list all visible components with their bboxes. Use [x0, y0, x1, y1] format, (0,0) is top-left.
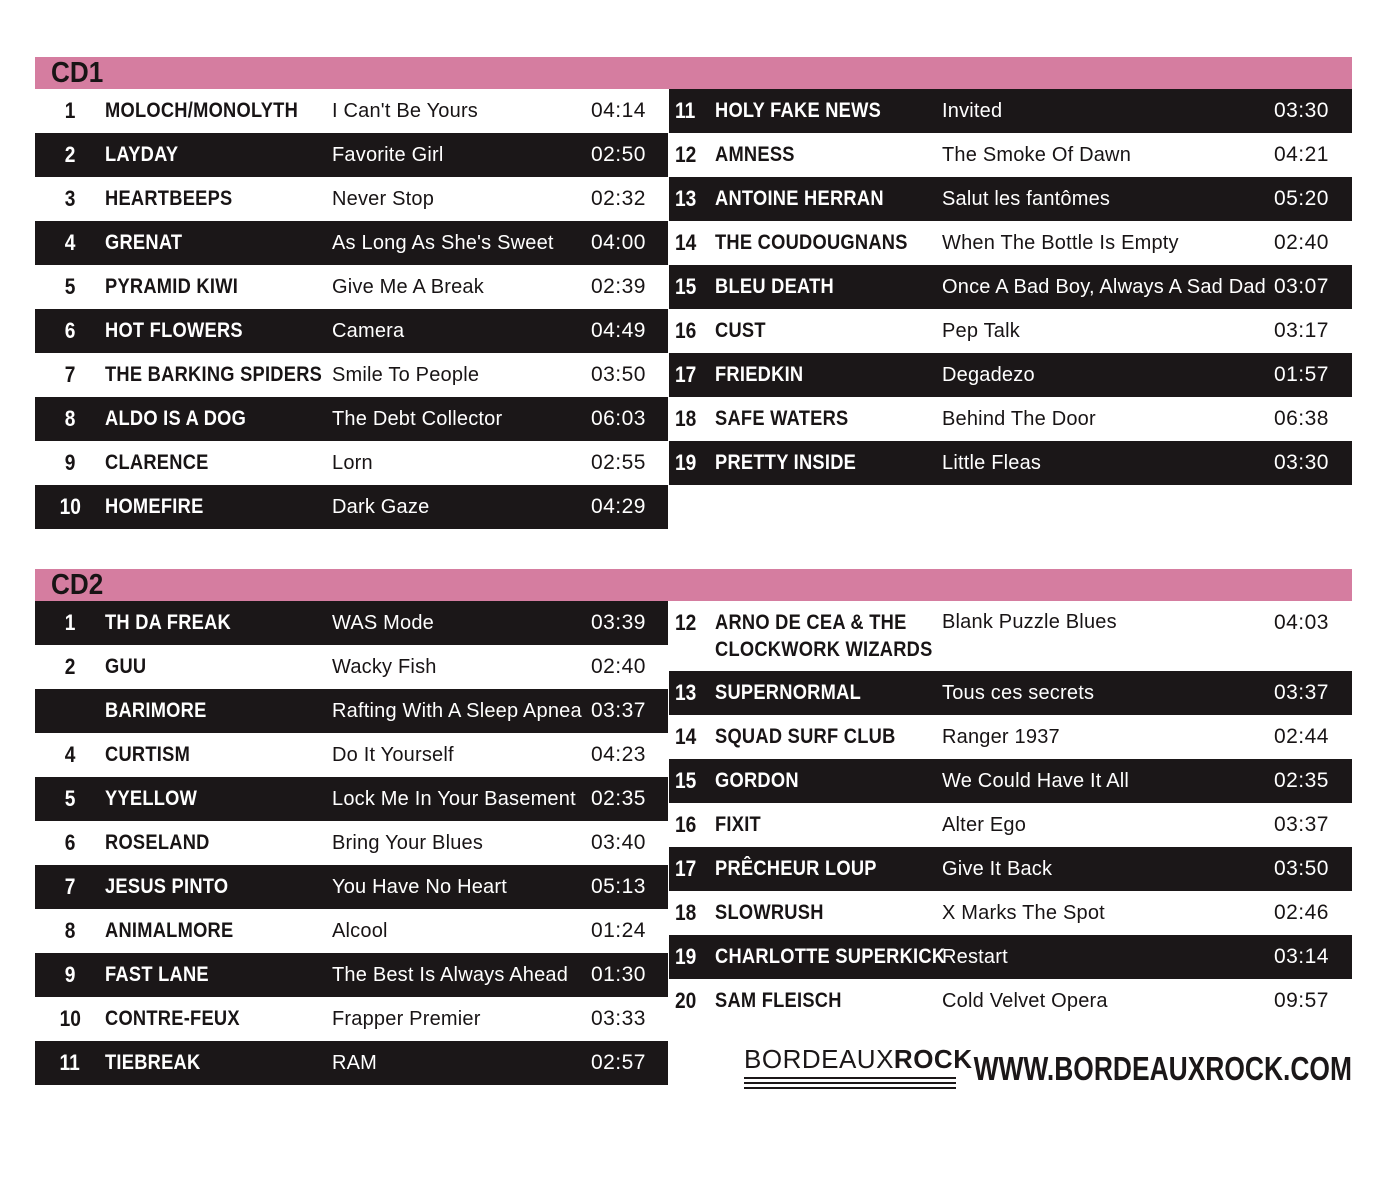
logo-rule — [744, 1082, 956, 1084]
track-duration: 03:30 — [1273, 451, 1329, 474]
track-duration: 04:29 — [590, 495, 646, 518]
track-artist: SQUAD SURF CLUB — [715, 725, 896, 748]
track-duration: 03:14 — [1273, 945, 1329, 968]
track-artist: PRÊCHEUR LOUP — [715, 857, 877, 880]
track-artist: CUST — [715, 319, 766, 342]
track-duration: 02:50 — [590, 143, 646, 166]
track-artist: GUU — [105, 655, 147, 678]
track-duration: 01:57 — [1273, 363, 1329, 386]
track-duration: 03:17 — [1273, 319, 1329, 342]
track-duration: 03:39 — [590, 611, 646, 634]
track-artist: AMNESS — [715, 143, 795, 166]
track-artist: MOLOCH/MONOLYTH — [105, 99, 299, 122]
track-artist: SUPERNORMAL — [715, 681, 861, 704]
track-title: When The Bottle Is Empty — [942, 231, 1179, 254]
track-title: Smile To People — [332, 363, 480, 386]
track-artist: LAYDAY — [105, 143, 179, 166]
track-row — [669, 353, 1352, 397]
track-number: 19 — [675, 944, 697, 969]
track-title: Degadezo — [942, 363, 1035, 386]
track-row — [669, 441, 1352, 485]
track-duration: 05:13 — [590, 875, 646, 898]
track-title: Behind The Door — [942, 407, 1096, 430]
track-row — [669, 803, 1352, 847]
track-artist: TIEBREAK — [105, 1051, 201, 1074]
track-artist: FAST LANE — [105, 963, 209, 986]
track-duration: 03:50 — [590, 363, 646, 386]
track-number: 13 — [675, 186, 697, 211]
track-row — [35, 177, 668, 221]
track-number: 14 — [675, 230, 697, 255]
track-title: Never Stop — [332, 187, 435, 210]
track-title: Give It Back — [942, 857, 1053, 880]
track-number: 2 — [64, 654, 76, 679]
track-number: 19 — [675, 450, 697, 475]
track-number: 10 — [59, 1006, 81, 1031]
track-number: 2 — [64, 142, 76, 167]
cd1-left-column — [35, 89, 668, 529]
track-row — [35, 353, 668, 397]
track-row — [35, 133, 668, 177]
track-number: 4 — [64, 742, 76, 767]
track-title: The Best Is Always Ahead — [332, 963, 569, 986]
track-number: 12 — [675, 610, 697, 635]
track-artist: SAFE WATERS — [715, 407, 849, 430]
bordeauxrock-logo-text — [744, 1044, 973, 1074]
track-row — [35, 397, 668, 441]
track-artist: ROSELAND — [105, 831, 210, 854]
track-number: 9 — [64, 962, 76, 987]
track-artist: FIXIT — [715, 813, 761, 836]
cd2-right-column — [669, 601, 1352, 1023]
track-number: 18 — [675, 900, 697, 925]
track-row — [669, 221, 1352, 265]
track-title: Alcool — [332, 919, 388, 942]
track-title: Pep Talk — [942, 319, 1020, 342]
track-row — [35, 997, 668, 1041]
track-artist: JESUS PINTO — [105, 875, 229, 898]
track-duration: 04:03 — [1273, 611, 1329, 634]
track-duration: 03:37 — [590, 699, 646, 722]
track-title: Camera — [332, 319, 405, 342]
track-number: 5 — [64, 786, 76, 811]
website-url: WWW.BORDEAUXROCK.COM — [973, 1050, 1352, 1087]
track-row — [669, 671, 1352, 715]
track-row — [35, 821, 668, 865]
track-row — [669, 397, 1352, 441]
track-row — [35, 953, 668, 997]
track-artist: HEARTBEEPS — [105, 187, 233, 210]
track-title: Cold Velvet Opera — [942, 989, 1108, 1012]
track-number: 1 — [64, 610, 76, 635]
track-duration: 02:32 — [590, 187, 646, 210]
track-number: 11 — [675, 98, 696, 123]
track-number: 7 — [64, 362, 76, 387]
track-artist: CHARLOTTE SUPERKICK — [715, 945, 946, 968]
track-artist: CONTRE-FEUX — [105, 1007, 240, 1030]
track-artist: GORDON — [715, 769, 799, 792]
track-duration: 04:49 — [590, 319, 646, 342]
track-row — [669, 601, 1352, 671]
track-title: Alter Ego — [942, 813, 1027, 836]
track-number: 17 — [675, 362, 697, 387]
track-artist: TH DA FREAK — [105, 611, 232, 634]
track-title: You Have No Heart — [332, 875, 507, 898]
track-artist: HOMEFIRE — [105, 495, 204, 518]
track-number: 20 — [675, 988, 697, 1013]
track-duration: 03:37 — [1273, 681, 1329, 704]
track-duration: 01:30 — [590, 963, 646, 986]
track-number: 18 — [675, 406, 697, 431]
track-number: 15 — [675, 768, 697, 793]
track-title: Lock Me In Your Basement — [332, 787, 576, 810]
track-artist: PYRAMID KIWI — [105, 275, 239, 298]
track-number: 5 — [64, 274, 76, 299]
track-title: Bring Your Blues — [332, 831, 484, 854]
track-title: Tous ces secrets — [942, 681, 1095, 704]
track-duration: 06:03 — [590, 407, 646, 430]
track-row — [35, 265, 668, 309]
track-duration: 01:24 — [590, 919, 646, 942]
track-row — [35, 485, 668, 529]
track-duration: 06:38 — [1273, 407, 1329, 430]
track-artist: HOT FLOWERS — [105, 319, 243, 342]
track-number: 11 — [59, 1050, 81, 1075]
track-number: 16 — [675, 812, 697, 837]
track-duration: 03:33 — [590, 1007, 646, 1030]
track-row — [35, 441, 668, 485]
track-row — [35, 89, 668, 133]
track-row — [669, 133, 1352, 177]
track-artist: BLEU DEATH — [715, 275, 834, 298]
track-number: 17 — [675, 856, 697, 881]
track-artist: GRENAT — [105, 231, 183, 254]
track-duration: 02:55 — [590, 451, 646, 474]
track-number: 10 — [59, 494, 81, 519]
track-duration: 04:23 — [590, 743, 646, 766]
track-title: I Can't Be Yours — [332, 99, 479, 122]
cd1-label: CD1 — [51, 56, 104, 89]
track-title: Dark Gaze — [332, 495, 430, 518]
cd2-header-bar — [35, 569, 1352, 601]
track-row — [35, 733, 668, 777]
track-number: 12 — [675, 142, 697, 167]
track-number: 13 — [675, 680, 697, 705]
track-title: The Debt Collector — [332, 407, 503, 430]
track-row — [669, 177, 1352, 221]
track-artist: ANTOINE HERRAN — [715, 187, 884, 210]
track-title: Blank Puzzle Blues — [942, 611, 1117, 633]
track-row — [669, 265, 1352, 309]
track-title: Little Fleas — [942, 451, 1042, 474]
track-title: We Could Have It All — [942, 769, 1130, 792]
track-number: 9 — [64, 450, 76, 475]
track-title: Lorn — [332, 451, 373, 474]
track-title: Do It Yourself — [332, 743, 454, 766]
track-artist: HOLY FAKE NEWS — [715, 99, 882, 122]
track-row — [35, 909, 668, 953]
track-duration: 02:46 — [1273, 901, 1329, 924]
track-title: Ranger 1937 — [942, 725, 1060, 748]
track-artist: SAM FLEISCH — [715, 989, 842, 1012]
logo-rule — [744, 1077, 956, 1079]
logo-underline-rules — [744, 1077, 956, 1089]
track-duration: 02:39 — [590, 275, 646, 298]
track-row — [669, 89, 1352, 133]
track-number: 15 — [675, 274, 697, 299]
track-duration: 03:07 — [1273, 275, 1329, 298]
track-number: 8 — [64, 406, 76, 431]
track-title: As Long As She's Sweet — [332, 231, 554, 254]
track-number: 3 — [64, 186, 76, 211]
track-artist: PRETTY INSIDE — [715, 451, 857, 474]
cd2-left-column — [35, 601, 668, 1085]
logo-word-bordeaux: BORDEAUX — [744, 1044, 894, 1074]
track-duration: 02:44 — [1273, 725, 1329, 748]
track-row — [669, 891, 1352, 935]
track-number: 1 — [64, 98, 76, 123]
track-row — [669, 935, 1352, 979]
track-row — [35, 777, 668, 821]
track-duration: 02:57 — [590, 1051, 646, 1074]
track-duration: 04:00 — [590, 231, 646, 254]
track-duration: 04:21 — [1273, 143, 1329, 166]
track-duration: 02:40 — [1273, 231, 1329, 254]
track-title: RAM — [332, 1051, 378, 1074]
track-title: Wacky Fish — [332, 655, 437, 678]
track-number: 6 — [64, 318, 76, 343]
track-row — [35, 689, 668, 733]
track-row — [669, 715, 1352, 759]
track-number: 4 — [64, 230, 76, 255]
track-row — [35, 221, 668, 265]
track-title: Rafting With A Sleep Apnea — [332, 699, 582, 722]
track-duration: 04:14 — [590, 99, 646, 122]
track-artist: THE COUDOUGNANS — [715, 231, 908, 254]
cd2-label: CD2 — [51, 568, 104, 601]
track-row — [669, 847, 1352, 891]
track-title: Give Me A Break — [332, 275, 484, 298]
track-artist: THE BARKING SPIDERS — [105, 363, 323, 386]
track-artist: BARIMORE — [105, 699, 207, 722]
track-title: WAS Mode — [332, 611, 435, 634]
track-row — [669, 759, 1352, 803]
bordeauxrock-logo — [744, 1044, 973, 1089]
track-artist: FRIEDKIN — [715, 363, 804, 386]
track-artist: YYELLOW — [105, 787, 198, 810]
track-artist: ALDO IS A DOG — [105, 407, 247, 430]
track-artist: SLOWRUSH — [715, 901, 824, 924]
track-duration: 03:50 — [1273, 857, 1329, 880]
track-title: Favorite Girl — [332, 143, 444, 166]
logo-word-rock: ROCK — [893, 1044, 973, 1074]
track-row — [35, 1041, 668, 1085]
track-row — [35, 645, 668, 689]
track-title: Frapper Premier — [332, 1007, 481, 1030]
track-number: 6 — [64, 830, 76, 855]
track-row — [669, 979, 1352, 1023]
track-duration: 02:40 — [590, 655, 646, 678]
track-number: 16 — [675, 318, 697, 343]
track-duration: 02:35 — [590, 787, 646, 810]
track-duration: 03:30 — [1273, 99, 1329, 122]
track-title: X Marks The Spot — [942, 901, 1105, 924]
track-title: Once A Bad Boy, Always A Sad Dad — [942, 275, 1267, 298]
track-row — [35, 865, 668, 909]
track-title: Restart — [942, 945, 1008, 968]
track-row — [669, 309, 1352, 353]
track-artist: CLARENCE — [105, 451, 209, 474]
track-duration: 09:57 — [1273, 989, 1329, 1012]
cd1-right-column — [669, 89, 1352, 485]
track-duration: 02:35 — [1273, 769, 1329, 792]
track-artist: ARNO DE CEA & THE CLOCKWORK WIZARDS — [715, 611, 933, 661]
track-duration: 05:20 — [1273, 187, 1329, 210]
logo-rule — [744, 1087, 956, 1089]
track-number: 14 — [675, 724, 697, 749]
track-number: 7 — [64, 874, 76, 899]
track-row — [35, 601, 668, 645]
track-title: Salut les fantômes — [942, 187, 1111, 210]
track-title: Invited — [942, 99, 1003, 122]
track-artist: ANIMALMORE — [105, 919, 234, 942]
cd1-header-bar — [35, 57, 1352, 89]
track-artist: CURTISM — [105, 743, 191, 766]
track-duration: 03:40 — [590, 831, 646, 854]
track-row — [35, 309, 668, 353]
track-number: 8 — [64, 918, 76, 943]
track-title: The Smoke Of Dawn — [942, 143, 1132, 166]
track-duration: 03:37 — [1273, 813, 1329, 836]
